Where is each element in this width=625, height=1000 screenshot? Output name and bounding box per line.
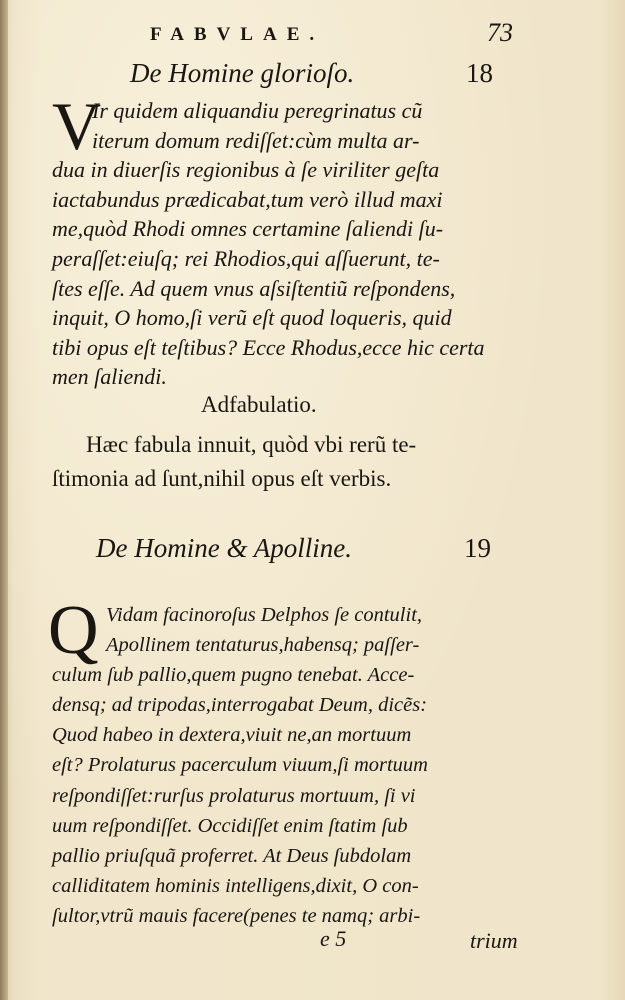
text-line: men ſaliendi.	[52, 364, 167, 390]
moral-text	[52, 428, 417, 496]
page-number: 73	[487, 18, 513, 47]
fable-19-title: De Homine & Apolline.	[96, 533, 352, 563]
drop-cap-v: V	[52, 88, 102, 164]
signature-mark: e 5	[320, 926, 347, 951]
text-line: me,quòd Rhodi omnes certamine ſaliendi ſu-	[52, 216, 444, 242]
fable-19-number: 19	[464, 533, 491, 563]
text-line: Vidam facinoroſus Delphos ſe contulit,	[106, 604, 423, 626]
page-gutter	[0, 0, 8, 1000]
text-line: Hæc fabula innuit, quòd vbi rerũ te-	[86, 432, 417, 457]
text-line: peraſſet:eiuſq; rei Rhodios,qui aſſuerunt, te-	[52, 245, 440, 271]
text-line: Quod habeo in dextera,viuit ne,an mortuum	[52, 724, 412, 747]
text-line: reſpondiſſet:rurſus prolaturus mortuum, ſi vi	[52, 784, 416, 807]
text-line: Ir quidem aliquandiu peregrinatus cũ	[92, 98, 423, 123]
text-line: uum reſpondiſſet. Occidiſſet enim ſtatim ſub	[52, 814, 408, 837]
text-line: iterum domum rediſſet:cùm multa ar-	[92, 127, 420, 153]
text-line: ſtes eſſe. Ad quem vnus aſsiſtentiũ reſpondens,	[52, 275, 456, 301]
fable-19-text	[52, 600, 428, 931]
running-head: FABVLAE.	[150, 24, 325, 45]
text-line: iactabundus prædicabat,tum verò illud maxi	[52, 186, 443, 212]
text-line: densq; ad tripodas,interrogabat Deum, dicẽs:	[52, 694, 428, 717]
text-line: calliditatem hominis intelligens,dixit, O con-	[52, 874, 419, 897]
text-line: eſt? Prolaturus pacerculum viuum,ſi mortuum	[52, 754, 428, 777]
fable-18-number: 18	[466, 58, 493, 88]
text-line: inquit, O homo,ſi verũ eſt quod loqueris, quid	[52, 305, 452, 331]
text-line: pallio priuſquã proferret. At Deus ſubdolam	[52, 844, 412, 867]
text-line: ſtimonia ad ſunt,nihil opus eſt verbis.	[52, 466, 392, 491]
catchword: trium	[470, 928, 518, 953]
text-line: dua in diuerſis regionibus à ſe viriliter geſta	[52, 157, 440, 183]
text-line: culum ſub pallio,quem pugno tenebat. Acce-	[52, 664, 415, 687]
drop-cap-q: Q	[48, 592, 99, 669]
text-line: tibi opus eſt teſtibus? Ecce Rhodus,ecce hic certa	[52, 334, 485, 360]
adfabulatio-heading: Adfabulatio.	[201, 392, 317, 417]
text-line: ſultor,vtrũ mauis facere(penes te namq; arbi-	[52, 904, 421, 927]
fable-18-text	[52, 96, 485, 392]
page-header	[0, 18, 625, 54]
fable-18-title: De Homine glorioſo.	[130, 58, 355, 88]
text-line: Apollinem tentaturus,habensq; paſſer-	[106, 634, 420, 657]
